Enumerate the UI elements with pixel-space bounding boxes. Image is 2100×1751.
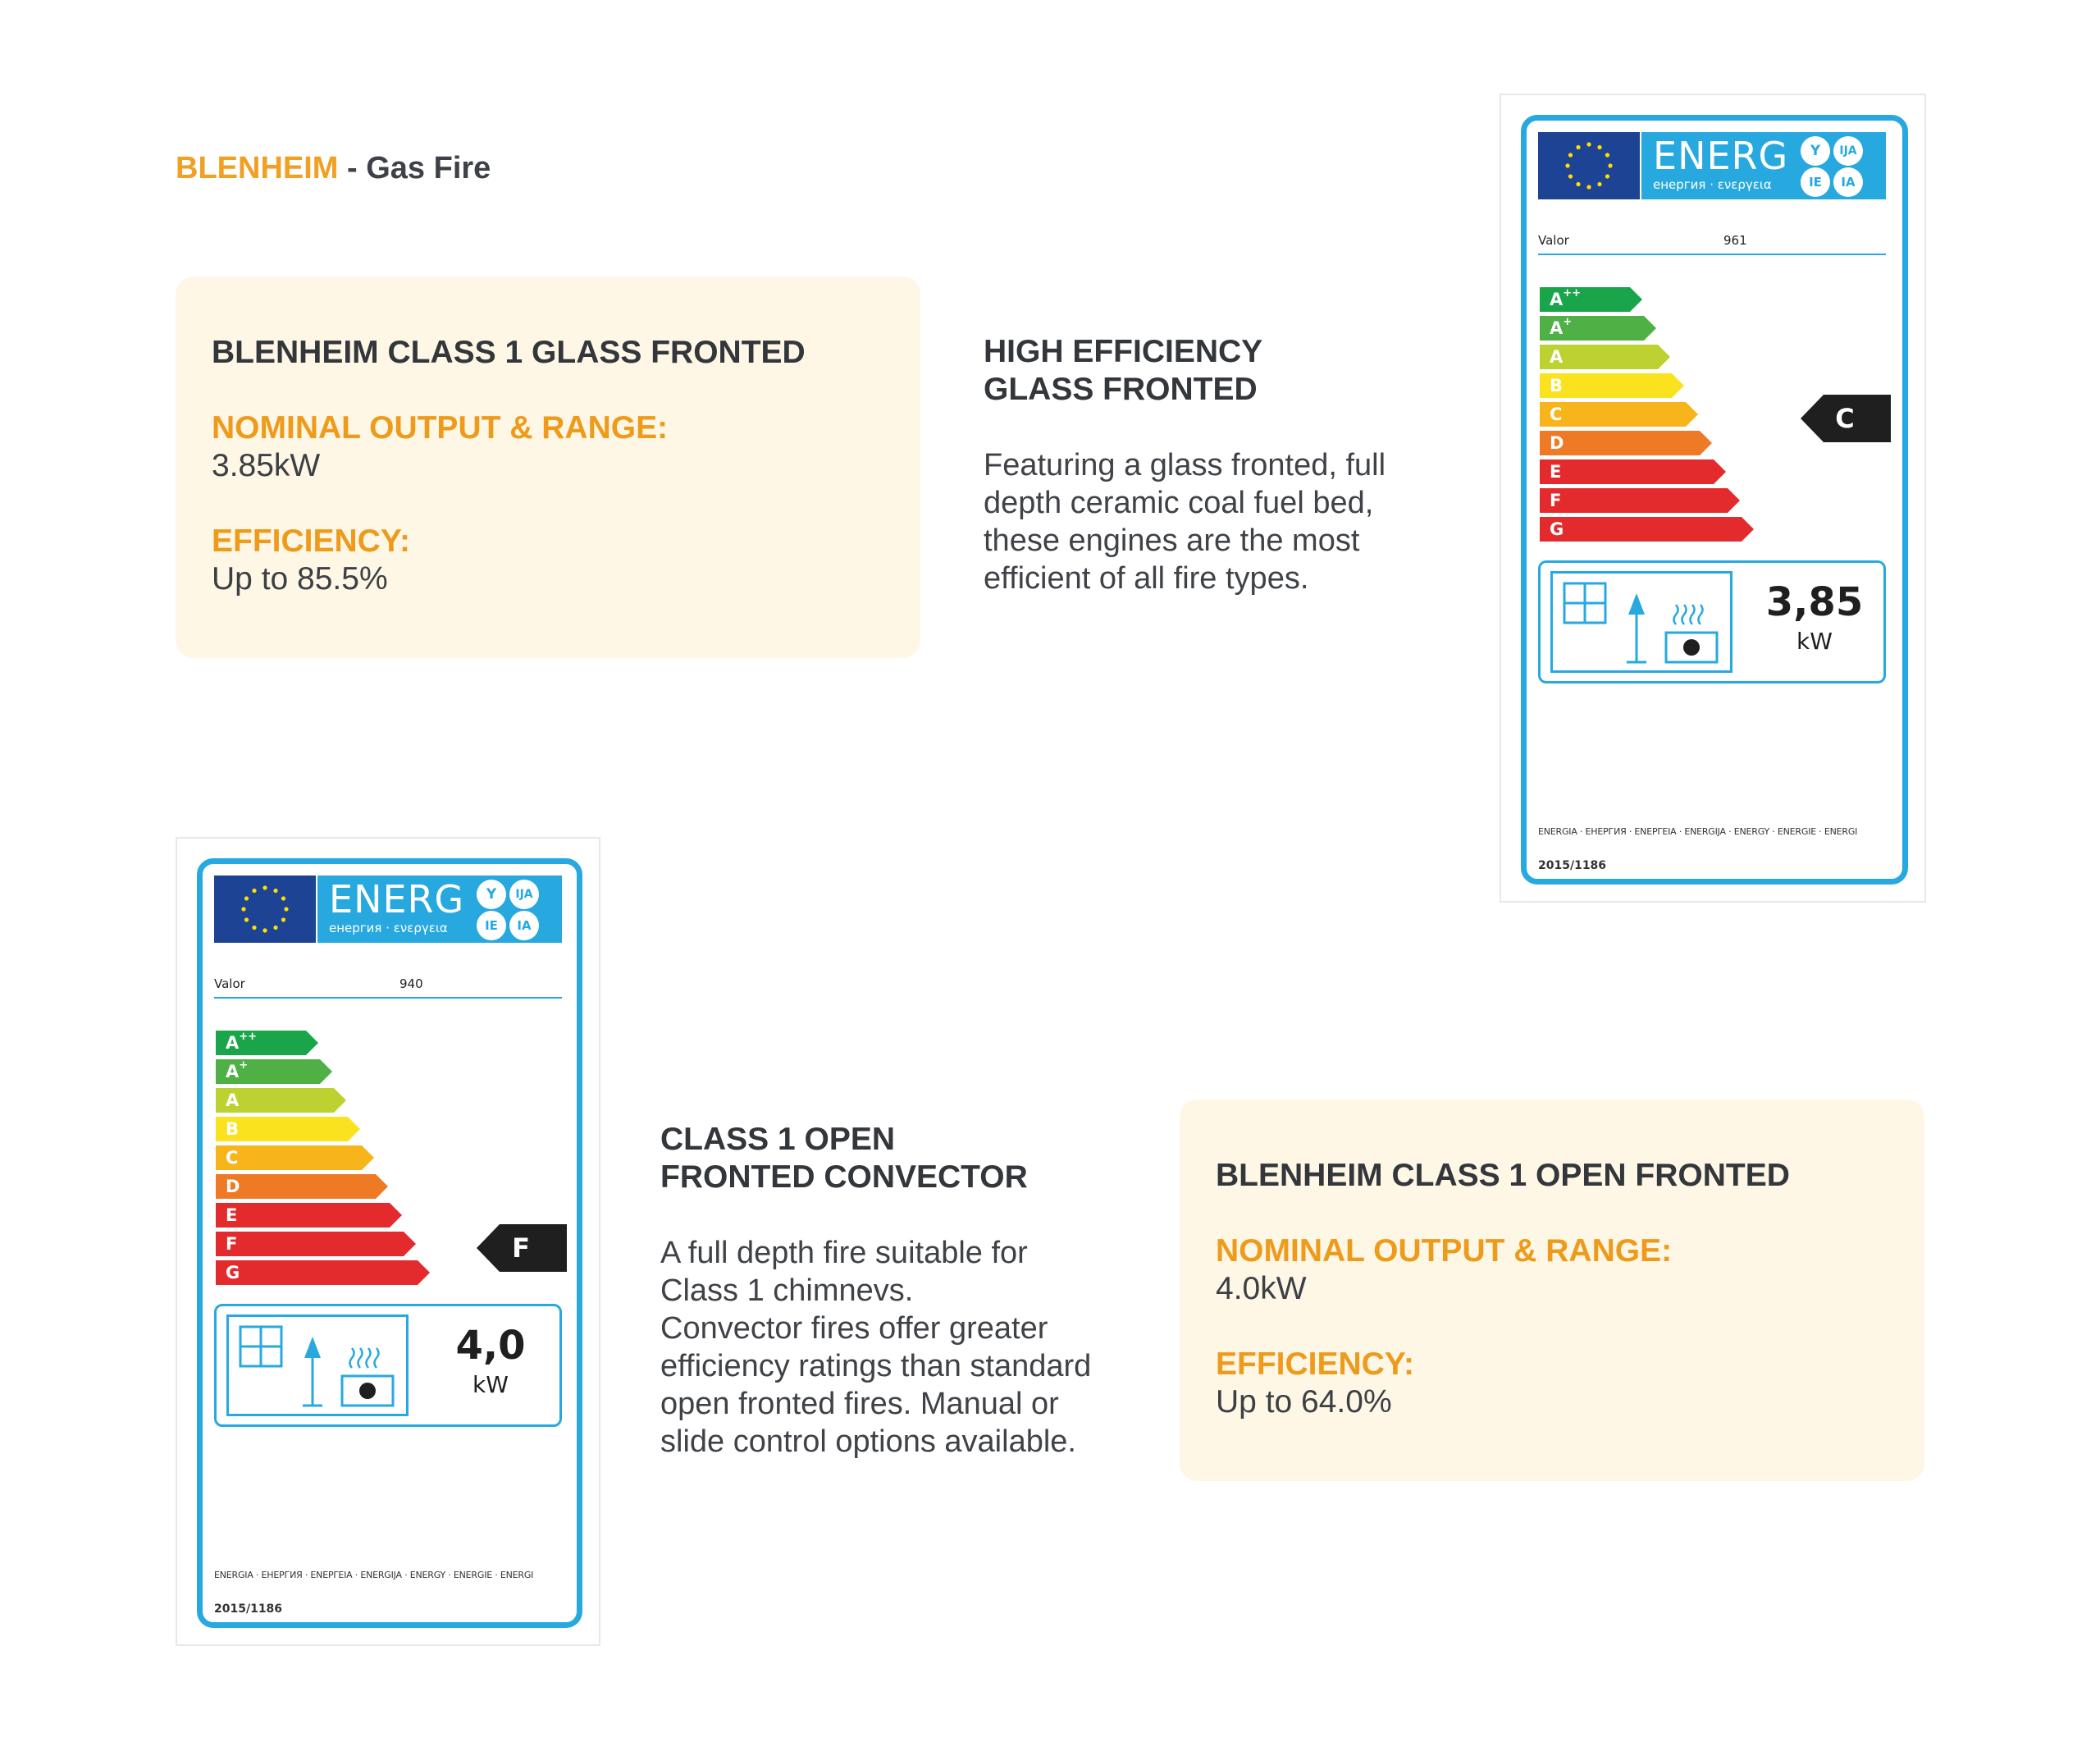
divider [214,997,562,999]
output-value: 3.85kW [212,448,321,483]
info-desc-line: depth ceramic coal fuel bed, [984,486,1374,520]
divider [1538,254,1886,255]
brand-name: BLENHEIM [176,151,339,185]
energ-word: ENERG [329,877,465,921]
energ-subtitle: енергия · ενεργεια [1653,177,1772,192]
efficiency-class-letter: G [226,1263,240,1282]
efficiency-label: EFFICIENCY: [1216,1346,1414,1382]
energy-banner [317,876,562,943]
efficiency-class-letter: F [226,1234,238,1254]
info-desc-line: efficient of all fire types. [984,561,1309,596]
lamp-icon [1627,593,1646,662]
info-description [984,446,1386,597]
model-number: 961 [1723,233,1747,248]
appliance-icon-box [1550,571,1732,673]
output-kw-unit: kW [472,1371,509,1398]
info-title [984,333,1386,409]
efficiency-class-arrow [1540,488,1741,513]
efficiency-class-letter: A+ [1550,316,1573,338]
efficiency-class-letter: A [226,1090,240,1110]
lang-code: IJA [509,880,539,909]
efficiency-class-arrow [216,1031,319,1055]
efficiency-class-arrow [1540,316,1657,341]
efficiency-class-arrow [1540,517,1755,542]
efficiency-class-arrow [1540,431,1713,455]
energy-label [1521,115,1908,885]
info-desc-line: slide control options available. [660,1424,1076,1459]
output-label: NOMINAL OUTPUT & RANGE: [1216,1233,1673,1269]
energy-label [197,858,582,1628]
lang-code: IA [509,911,539,940]
heater-icon [342,1348,393,1406]
heater-icon [1666,605,1717,662]
efficiency-class-letter: A [1550,347,1564,367]
open-fronted-description [660,1121,1091,1461]
output-kw-value: 3,85 [1765,579,1864,625]
info-desc-line: Convector fires offer greater [660,1311,1048,1346]
glass-fronted-spec-card [176,277,920,658]
efficiency-class-arrow [216,1088,347,1113]
efficiency-class-arrow [216,1117,361,1141]
energy-banner [1641,132,1886,199]
efficiency-class-letter: G [1550,519,1564,539]
efficiency-class-letter: F [1550,491,1562,510]
energ-word: ENERG [1653,134,1789,178]
window-icon [240,1327,281,1366]
output-panel [1538,560,1886,683]
eu-flag-icon [214,876,316,943]
efficiency-class-letter: D [226,1177,240,1196]
open-fronted-energy-label [176,837,600,1646]
efficiency-class-letter: B [1550,376,1564,395]
supplier-name: Valor [1538,233,1569,248]
lang-code: IA [1833,167,1863,197]
info-description [660,1234,1091,1461]
efficiency-class-letter: A++ [226,1031,258,1053]
info-desc-line: Class 1 chimnevs. [660,1273,914,1308]
efficiency-label: EFFICIENCY: [212,523,410,559]
regulation-number: 2015/1186 [214,1602,283,1616]
rating-marker [477,1224,567,1272]
glass-fronted-energy-label [1500,94,1926,903]
window-icon [1564,583,1605,623]
efficiency-class-arrow [1540,345,1671,369]
card-title: BLENHEIM CLASS 1 GLASS FRONTED [212,335,806,370]
efficiency-class-arrow [1540,402,1699,427]
efficiency-class-letter: E [226,1205,238,1225]
efficiency-class-arrow [216,1145,375,1170]
efficiency-class-arrow [216,1260,431,1285]
info-desc-line: efficiency ratings than standard [660,1349,1092,1383]
regulation-number: 2015/1186 [1538,859,1607,872]
info-desc-line: open fronted fires. Manual or [660,1387,1059,1421]
info-title-line: HIGH EFFICIENCY [984,334,1263,369]
output-value: 4.0kW [1216,1271,1307,1306]
glass-fronted-description [984,333,1386,597]
efficiency-class-letter: B [226,1119,240,1139]
page-subtitle: - Gas Fire [338,151,491,185]
lang-code: Y [1801,136,1830,166]
appliance-icon-box [226,1314,409,1416]
rating-marker [1801,395,1891,442]
efficiency-class-arrow [216,1232,417,1256]
output-label: NOMINAL OUTPUT & RANGE: [212,410,669,446]
efficiency-class-letter: D [1550,433,1564,453]
open-fronted-spec-card [1180,1100,1924,1481]
output-kw-unit: kW [1796,628,1833,655]
language-list: ENERGIA · ЕНЕРГИЯ · ΕΝΕΡΓΕΙΑ · ENERGIJA · ENERGY · ENERGIE · ENERGI [214,1570,534,1580]
info-title [660,1121,1091,1196]
efficiency-class-arrow [216,1174,389,1199]
rating-letter: C [1835,403,1855,434]
efficiency-class-arrow [216,1059,333,1084]
info-desc-line: Featuring a glass fronted, full [984,448,1386,482]
model-number: 940 [399,976,423,991]
efficiency-class-letter: C [1550,405,1563,424]
lang-code: Y [477,880,506,909]
supplier-name: Valor [214,976,245,991]
lang-code: IE [477,911,506,940]
card-title: BLENHEIM CLASS 1 OPEN FRONTED [1216,1158,1790,1193]
rating-letter: F [512,1232,530,1264]
efficiency-value: Up to 85.5% [212,561,388,597]
energ-subtitle: енергия · ενεργεια [329,921,448,935]
eu-flag-icon [1538,132,1640,199]
info-desc-line: A full depth fire suitable for [660,1236,1028,1270]
efficiency-class-arrow [1540,373,1685,398]
info-title-line: FRONTED CONVECTOR [660,1159,1028,1195]
output-kw-value: 4,0 [455,1323,526,1369]
info-desc-line: these engines are the most [984,523,1360,558]
lang-code: IE [1801,167,1830,197]
lamp-icon [303,1337,322,1406]
output-panel [214,1304,562,1427]
info-title-line: GLASS FRONTED [984,372,1258,407]
lang-code: IJA [1833,136,1863,166]
efficiency-class-letter: A+ [226,1059,249,1081]
efficiency-class-arrow [1540,287,1643,312]
efficiency-class-letter: A++ [1550,287,1582,309]
efficiency-class-letter: C [226,1148,239,1168]
efficiency-class-arrow [216,1203,403,1228]
efficiency-class-arrow [1540,459,1727,484]
efficiency-value: Up to 64.0% [1216,1384,1392,1420]
page-title [176,148,491,189]
info-title-line: CLASS 1 OPEN [660,1122,896,1157]
language-list: ENERGIA · ЕНЕРГИЯ · ΕΝΕΡΓΕΙΑ · ENERGIJA · ENERGY · ENERGIE · ENERGI [1538,826,1858,837]
efficiency-class-letter: E [1550,462,1562,482]
